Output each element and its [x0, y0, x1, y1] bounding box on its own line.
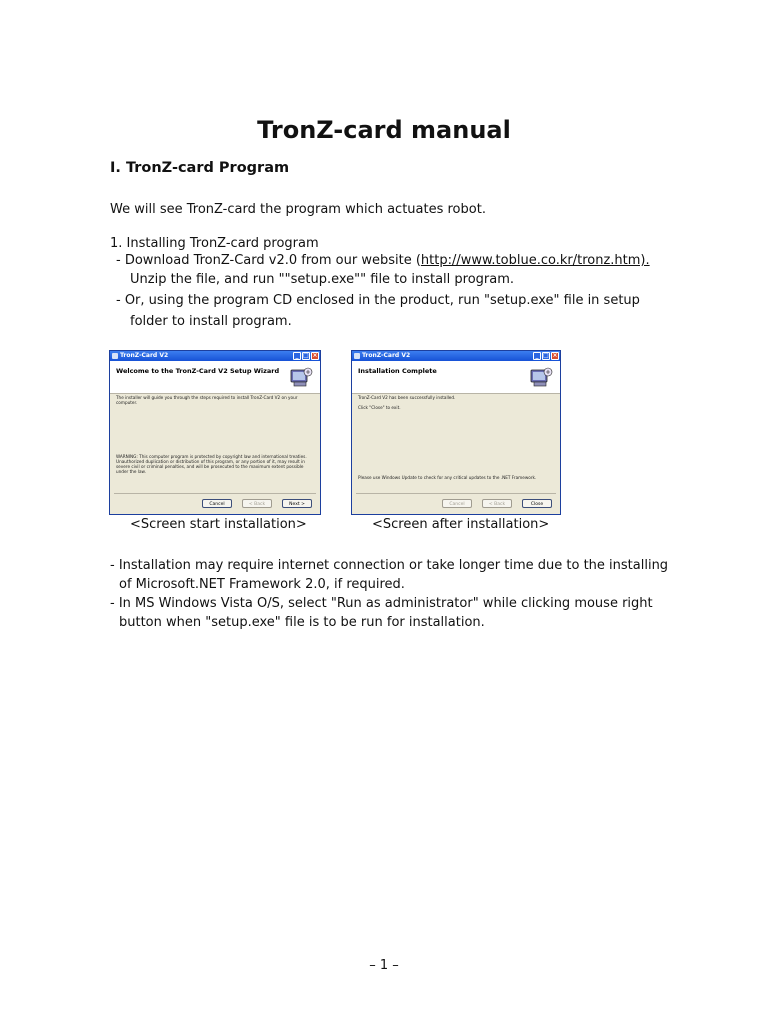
window-title: TronZ-Card V2 [362, 352, 411, 359]
bullet2-line1: - Or, using the program CD enclosed in the product, run "setup.exe" file in setup [116, 293, 640, 308]
caption-after-installation: <Screen after installation> [372, 517, 550, 532]
intro-text: We will see TronZ-card the program which actuates robot. [110, 202, 486, 217]
window-titlebar [110, 351, 320, 361]
computer-icon [528, 364, 554, 390]
app-icon [354, 353, 360, 359]
complete-footer-note: Please use Windows Update to check for any critical updates to the .NET Framework. [358, 475, 537, 480]
wizard-warning-text: WARNING: This computer program is protected by copyright law and international treaties. Unauthorized duplication or distribution of this program, or any portion of it, may result in severe civil or criminal penalties, and will be prosecuted to the maximum extent possible under the law. [116, 454, 307, 474]
bullet1-line2: Unzip the file, and run ""setup.exe"" file to install program. [130, 272, 515, 287]
note2-line1: - In MS Windows Vista O/S, select "Run as administrator" while clicking mouse right [110, 596, 653, 611]
page-number: – 1 – [369, 958, 399, 973]
bullet1-line1 [116, 252, 650, 270]
website-link[interactable]: http://www.toblue.co.kr/tronz.htm). [420, 253, 650, 268]
wizard-header [110, 361, 320, 394]
back-button: < Back [482, 499, 512, 508]
back-button: < Back [242, 499, 272, 508]
wizard-header-text: Welcome to the TronZ-Card V2 Setup Wizard [116, 367, 280, 375]
section-heading: I. TronZ-card Program [110, 160, 290, 176]
step1-heading: 1. Installing TronZ-card program [110, 236, 319, 251]
note1-line2: of Microsoft.NET Framework 2.0, if required. [119, 577, 405, 592]
bullet1-prefix: - Download TronZ-Card v2.0 from our website ( [116, 253, 421, 268]
setup-wizard-screenshot [109, 350, 321, 515]
note1-line1: - Installation may require internet connection or take longer time due to the installing [110, 558, 669, 573]
complete-body-text: TronZ-Card V2 has been successfully installed. [358, 395, 456, 400]
next-button: Next > [282, 499, 312, 508]
wizard-body-text: The installer will guide you through the steps required to install TronZ-Card V2 on your computer. [116, 395, 298, 405]
maximize-icon: □ [303, 352, 309, 359]
close-icon: × [552, 352, 558, 359]
maximize-icon: □ [543, 352, 549, 359]
complete-header [352, 361, 560, 394]
computer-icon [288, 364, 314, 390]
window-title: TronZ-Card V2 [120, 352, 169, 359]
window-titlebar [352, 351, 560, 361]
note2-line2: button when "setup.exe" file is to be run for installation. [119, 615, 485, 630]
caption-start-installation: <Screen start installation> [130, 517, 307, 532]
cancel-button: Cancel [442, 499, 472, 508]
complete-header-text: Installation Complete [358, 367, 437, 375]
minimize-icon: _ [293, 352, 301, 360]
document-title: TronZ-card manual [257, 116, 511, 144]
complete-body-text-2: Click "Close" to exit. [358, 405, 401, 410]
minimize-icon: _ [533, 352, 541, 360]
close-button: Close [522, 499, 552, 508]
install-complete-screenshot [351, 350, 561, 515]
button-divider [114, 493, 316, 494]
app-icon [112, 353, 118, 359]
button-divider [356, 493, 556, 494]
close-icon: × [312, 352, 318, 359]
cancel-button: Cancel [202, 499, 232, 508]
bullet2-line2: folder to install program. [130, 314, 292, 329]
